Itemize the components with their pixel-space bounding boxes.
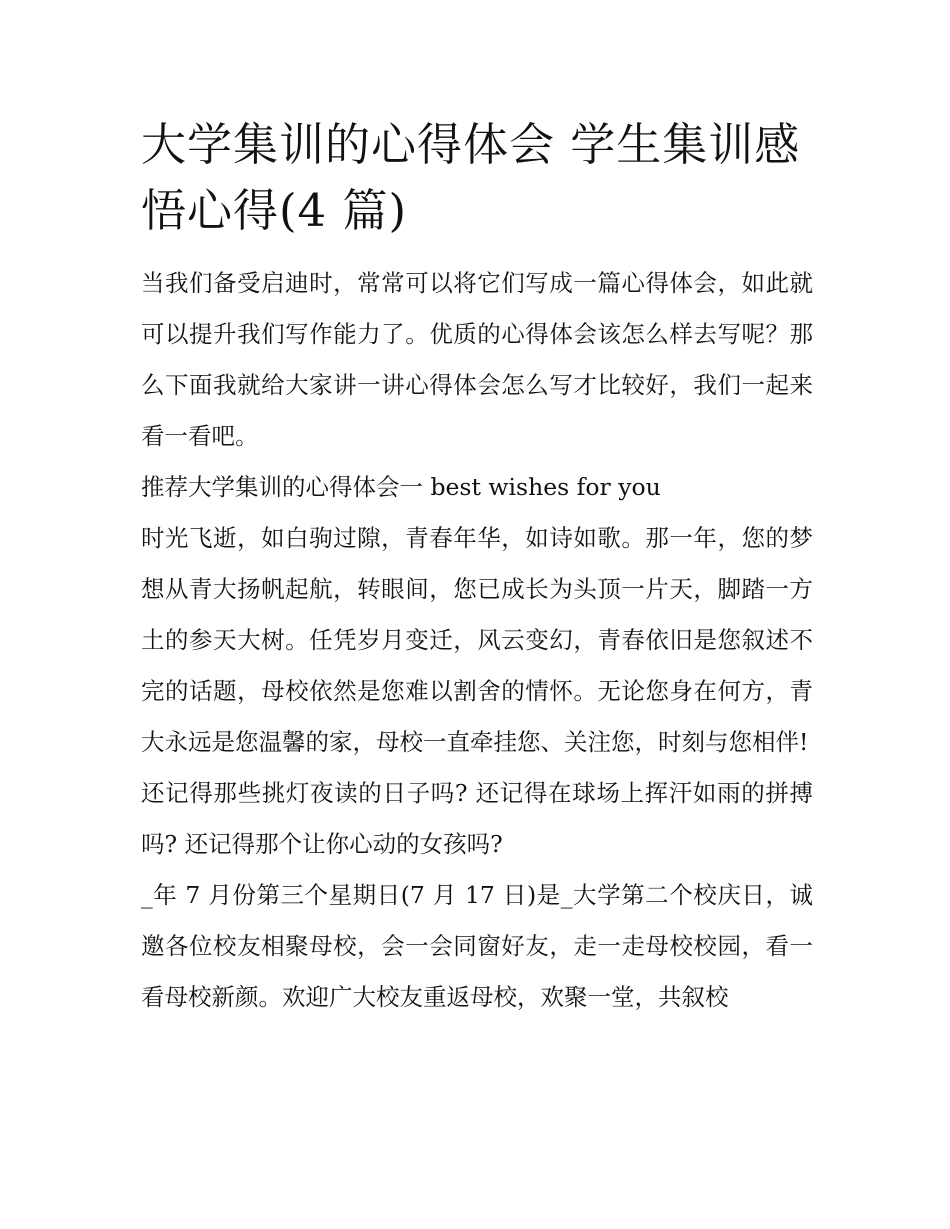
intro-paragraph: 当我们备受启迪时，常常可以将它们写成一篇心得体会，如此就可以提升我们写作能力了。优质的心得体会该怎么样去写呢？那么下面我就给大家讲一讲心得体会怎么写才比较好，我们一起来看一看吧。 — [141, 269, 813, 450]
body-paragraph: 还记得那些挑灯夜读的日子吗? 还记得在球场上挥汗如雨的拼搏吗? 还记得那个让你心动的女孩吗? — [141, 779, 813, 858]
document-page — [141, 112, 813, 1023]
document-title: 大学集训的心得体会 学生集训感悟心得(4 篇) — [141, 118, 801, 237]
section-heading: 推荐大学集训的心得体会一 best wishes for you — [141, 473, 661, 501]
document-body — [141, 258, 813, 1023]
body-paragraph: _年 7 月份第三个星期日(7 月 17 日)是_大学第二个校庆日，诚邀各位校友相聚母校，会一会同窗好友，走一走母校校园，看一看母校新颜。欢迎广大校友重返母校，欢聚一堂，共叙校 — [141, 881, 813, 1011]
body-paragraph: 时光飞逝，如白驹过隙，青春年华，如诗如歌。那一年，您的梦想从青大扬帆起航，转眼间，您已成长为头顶一片天，脚踏一方土的参天大树。任凭岁月变迁，风云变幻，青春依旧是您叙述不完的话题，母校依然是您难以割舍的情怀。无论您身在何方，青大永远是您温馨的家，母校一直牵挂您、关注您，时刻与您相伴! — [141, 524, 813, 756]
